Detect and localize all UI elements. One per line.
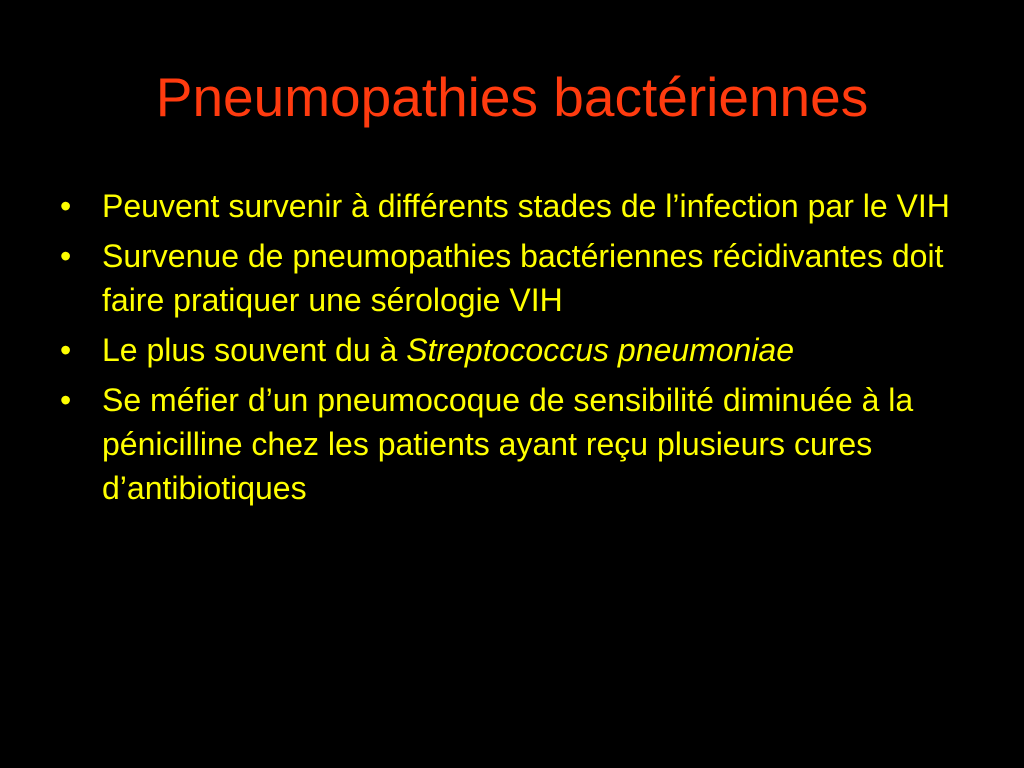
bullet-item (60, 184, 960, 228)
bullet-icon: • (60, 332, 72, 368)
bullet-item (60, 378, 960, 510)
bullet-text-prefix: Le plus souvent du à (102, 332, 407, 368)
slide-title: Pneumopathies bactériennes (155, 66, 869, 128)
bullet-item (60, 234, 960, 322)
bullet-icon: • (60, 382, 72, 418)
bullet-text: Survenue de pneumopathies bactériennes récidivantes doit faire pratiquer une sérologie VIH (102, 238, 944, 318)
bullet-icon: • (60, 188, 72, 224)
bullet-text: Peuvent survenir à différents stades de l’infection par le VIH (102, 188, 950, 224)
bullet-item (60, 328, 960, 372)
bullet-text: Se méfier d’un pneumocoque de sensibilité diminuée à la pénicilline chez les patients ayant reçu plusieurs cures d’antibiotiques (102, 382, 914, 506)
bullet-icon: • (60, 238, 72, 274)
bullet-list (60, 184, 960, 516)
bullet-text (102, 332, 794, 368)
bullet-text-species: Streptococcus pneumoniae (406, 332, 795, 368)
